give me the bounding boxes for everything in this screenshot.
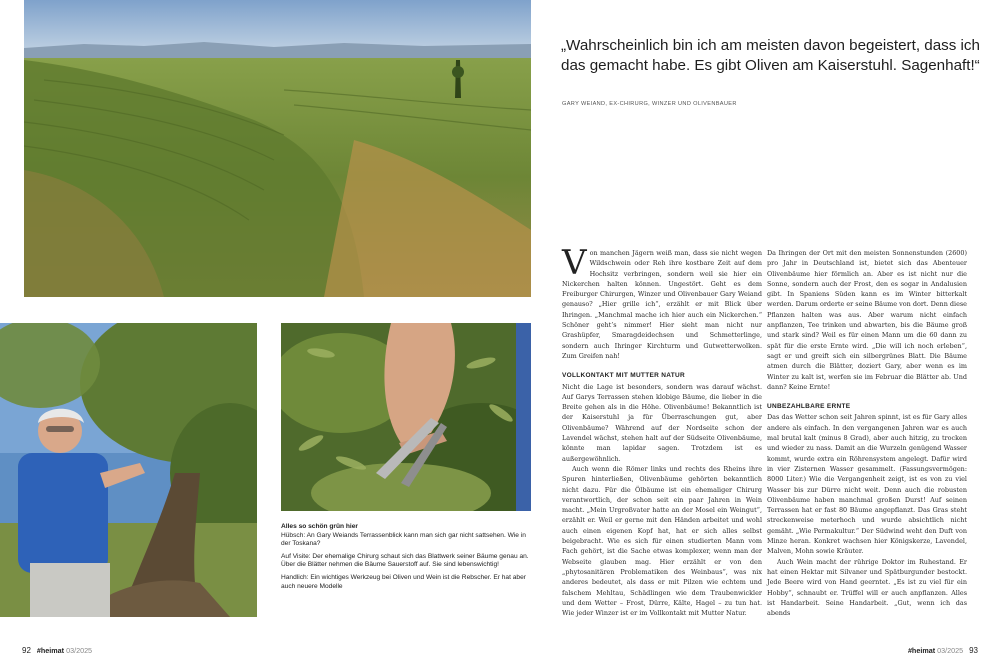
vineyard-landscape-image bbox=[24, 0, 531, 297]
magazine-brand-right: #heimat bbox=[907, 646, 936, 655]
col2-paragraph-1: Da Ihringen der Ort mit den meisten Sonnenstunden (2600) pro Jahr in Deutschland ist, bietet sich das Abenteuer Olivenbäume hier förmlich an. Aber es ist nicht nur die Sonne, sondern auch der Frost, den es sogar in Andalusien gibt. In Spaniens Süden kann es im Winter bitterkalt werden. Darum orderte er seine Bäume von dort. Denn diese Pflanzen halten was aus. Aber warum nicht einfach anpflanzen, Tee trinken und abwarten, bis die Bäume groß und stark sind? Weil es für einen Mann um die 60 dann zu spät für die erste Ernte wird. „Die will ich noch erleben“, sagt er und greift sich ein silbergrünes Blatt. Die Bäume atmen durch die Blätter, doziert Gary, aber wenn es im Winter zu kalt ist, werfen sie im Februar die Blätter ab. Und dann? Keine Ernte! bbox=[767, 249, 967, 391]
issue-label-left: 03/2025 bbox=[66, 646, 93, 655]
page-number-right: 93 bbox=[969, 646, 978, 655]
folio-left bbox=[22, 646, 92, 655]
landscape-photo bbox=[24, 0, 531, 297]
pull-quote-source: GARY WEIAND, EX-CHIRURG, WINZER UND OLIVENBAUER bbox=[562, 101, 737, 107]
photo-captions bbox=[281, 523, 531, 595]
caption-title: Alles so schön grün hier bbox=[281, 523, 358, 530]
section2-paragraph-1: Das das Wetter schon seit Jahren spinnt, ist es für Gary alles andere als einfach. In den vergangenen Jahren war es auch mal brutal kalt (minus 8 Grad), aber auch hitzig, zu trocken und wieder zu nass. Damit an die Wurzeln genügend Wasser kommt, wurde extra ein Röhrensystem angelegt. Dafür wird in vier Zisternen Wasser gesammelt. (Fassungsvermögen: 8000 Liter.) Wie die Vergangenheit zeigt, ist es von zu viel Wasser bis zur Dürre nicht weit. Denn auch die robusten Olivenbäume haben manchmal großen Durst! Auf seinen Terrassen hat er fast 80 Bäume angepflanzt. Das Gras steht streckenweise meterhoch und wurde absichtlich nicht gemäht. „Wie Permakultur.“ Der Südwind weht den Duft von Minze heran. Konkret wachsen hier Königskerze, Lavendel, Malven, Mohn sowie Kräuter. bbox=[767, 413, 967, 556]
folio-right bbox=[908, 646, 978, 655]
caption-landscape: Hübsch: An Gary Weiands Terrassenblick kann man sich gar nicht sattsehen. Wie in der Toskana? bbox=[281, 531, 526, 548]
drop-cap: V bbox=[562, 243, 587, 283]
issue-label-right: 03/2025 bbox=[937, 646, 964, 655]
section2-paragraph-2: Auch Wein macht der rührige Doktor im Ruhestand. Er hat einen Hektar mit Silvaner und Spätburgunder bestockt. Jede Beere wird von Hand geerntet. „Es ist zu viel für ein Hobby“, schnaubt er. Trüffel will er auch anpflanzen. Alles ist Handarbeit. Seine Handarbeit. „Gut, wenn ich das abends bbox=[767, 557, 967, 618]
article-column-1 bbox=[562, 243, 762, 618]
section1-paragraph-1: Nicht die Lage ist besonders, sondern was darauf wächst. Auf Garys Terrassen stehen klobige Bäume, die lieber in die Breite gehen als in die Höhe. Olivenbäume! Bekanntlich ist der Kaiserstuhl ja für Überraschungen gut, aber Olivenbäume? Während auf der Nordseite schon der Lavendel wächst, stehen halt auf der Südseite Olivenbäume, könnte man lapidar sagen. Trotzdem ist es außergewöhnlich. bbox=[562, 382, 762, 463]
article-column-2 bbox=[767, 248, 967, 618]
portrait-photo bbox=[0, 323, 257, 617]
detail-photo bbox=[281, 323, 531, 511]
caption-portrait: Auf Visite: Der ehemalige Chirurg schaut sich das Blattwerk seiner Bäume genau an. Über die Blätter nehmen die Bäume Sauerstoff auf. Sie sind lebenswichtig! bbox=[281, 552, 529, 569]
intro-text: on manchen Jägern weiß man, dass sie nicht wegen Wildschwein oder Reh ihre kostbare Zeit auf dem Hochsitz verbringen, sondern weil sie hier ein Nickerchen halten können. Ungestört. Geht es dem Freiburger Chirurgen, Winzer und Olivenbauer Gary Weiand genauso? „Hier grille ich“, erzählt er mit Blick über Ihringen. „Manchmal mache ich hier auch ein Nickerchen.“ Schöner geht’s nimmer! Hier sieht man nicht nur Grashüpfer, Smaragdeidechsen und Schmetterlinge, sondern auch Ihringer Kirchturm und Gutwetterwolken. Zum Greifen nah! bbox=[562, 249, 762, 360]
caption-detail: Handlich: Ein wichtiges Werkzeug bei Oliven und Wein ist die Rebscher. Er hat aber auch neuere Modelle bbox=[281, 573, 526, 590]
magazine-brand-left: #heimat bbox=[36, 646, 65, 655]
pull-quote: „Wahrscheinlich bin ich am meisten davon begeistert, dass ich das gemacht habe. Es gibt Oliven am Kaiserstuhl. Sagenhaft!“ bbox=[561, 37, 980, 74]
man-inspecting-olive-tree-image bbox=[0, 323, 257, 617]
section-heading-2: UNBEZAHLBARE ERNTE bbox=[767, 403, 851, 411]
intro-paragraph bbox=[562, 243, 762, 361]
section1-paragraph-2: Auch wenn die Römer links und rechts des Rheins ihre Spuren hinterließen, Olivenbäume gehörten bekanntlich nicht dazu. Für die Ölbäume ist ein ehemaliger Chirurg verantwortlich, der schon seit ein paar Jahren in Wein macht. „Mein Urgroßvater hatte an der Mosel ein Weingut“, erzählt er. Weil er gerne mit den Händen arbeitet und wohl auch einen eigenen Kopf hat, hat er sich alles selbst beigebracht. Wie es sich für einen studierten Mann vom Fach gehört, ist die Sache etwas komplexer, wenn man der Webseite glauben mag. Hier erzählt er von den „phytosanitären Problematiken des Weinbaus“, was nix anderes bedeutet, als dass er mit Pilzen wie echtem und falschem Mehltau, Schädlingen wie dem Traubenwickler und dem Wetter – Frost, Dürre, Kälte, Hagel – zu tun hat. Wie jeder Winzer ist er im Vollkontakt mit Mutter Natur. bbox=[562, 464, 762, 618]
section-heading-1: VOLLKONTAKT MIT MUTTER NATUR bbox=[562, 372, 685, 380]
page-number-left: 92 bbox=[22, 646, 31, 655]
hand-with-pruning-shears-image bbox=[281, 323, 531, 511]
